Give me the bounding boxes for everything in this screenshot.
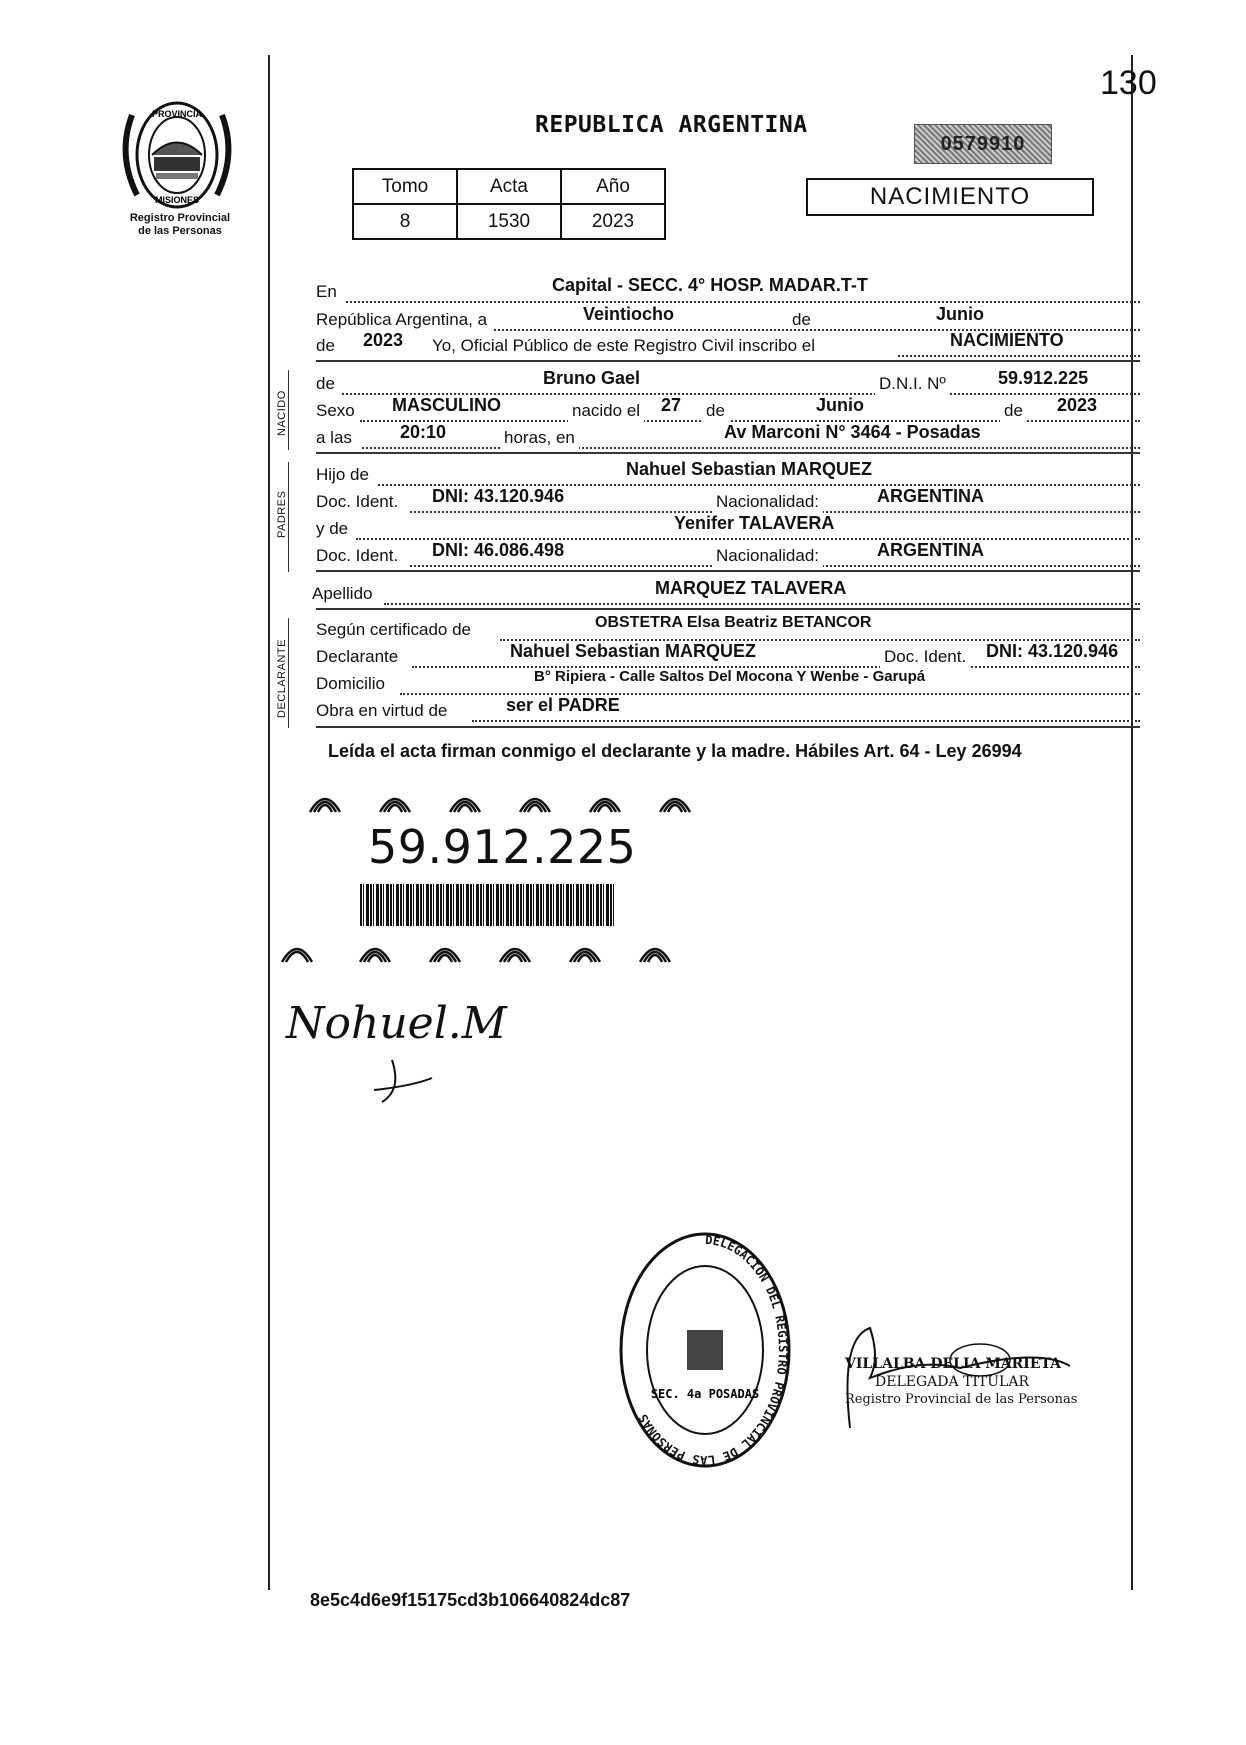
section-divider [316,608,1140,610]
hijo-label: Hijo de [316,465,369,484]
section-divider [316,726,1140,728]
birth-month: Junio [816,395,864,415]
birth-day: 27 [661,395,682,415]
dotted-line [362,447,1140,449]
section-label-declarante: DECLARANTE [276,639,288,718]
padres-bracket [288,462,293,572]
father-name: Nahuel Sebastian MARQUEZ [626,459,873,479]
tomo-value: 8 [353,204,457,239]
dotted-line [384,603,1140,605]
anio-value: 2023 [561,204,665,239]
de-label: de [316,374,335,393]
child-dni: 59.912.225 [998,368,1089,388]
security-pattern-top [280,782,720,816]
document-hash: 8e5c4d6e9f15175cd3b106640824dc87 [310,1590,631,1610]
dotted-line [346,301,1140,303]
section-divider [316,452,1140,454]
birth-time: 20:10 [400,422,447,442]
nacido-label: nacido el [568,401,644,427]
republica-label: República Argentina, a [316,310,488,329]
event-value: NACIMIENTO [950,330,1064,350]
birth-year: 2023 [1057,395,1098,415]
country-title: REPUBLICA ARGENTINA [535,112,808,138]
declarant-name: Nahuel Sebastian MARQUEZ [510,641,757,661]
address-value: B° Ripiera - Calle Saltos Del Mocona Y Wenbe - Garupá [534,668,926,685]
registry-table [352,168,666,240]
right-margin-line [1131,55,1133,1590]
signature-text: Nohuel.M [286,998,507,1049]
acta-value: 1530 [457,204,561,239]
certificado-label: Según certificado de [316,620,471,639]
dni-label: D.N.I. Nº [875,374,950,400]
year-value: 2023 [363,330,404,350]
dotted-line [898,355,1140,357]
serial-stamp: 0579910 [914,124,1052,164]
security-pattern-bottom [280,930,720,966]
de-label: de [1000,401,1027,427]
declarante-bracket [288,618,293,728]
logo-caption-line1: Registro Provincial [129,212,231,224]
dotted-line [472,720,1140,722]
sexo-label: Sexo [316,401,355,420]
certificate-issuer: OBSTETRA Elsa Beatriz BETANCOR [595,614,872,631]
section-divider [316,360,1140,362]
record-type-box: NACIMIENTO [806,178,1094,216]
child-name: Bruno Gael [543,368,641,388]
nacido-bracket [288,370,293,450]
stamp-ring-text: DELEGACION DEL REGISTRO PROVINCIAL DE LAS PERSONAS [635,1232,790,1468]
obra-label: Obra en virtud de [316,701,448,720]
month-value: Junio [936,304,984,324]
father-nationality: ARGENTINA [877,486,984,506]
logo-caption-line2: de las Personas [138,225,222,237]
acta-header: Acta [457,169,561,204]
y-de-label: y de [316,519,349,538]
de-label: de [316,336,335,355]
father-doc: DNI: 43.120.946 [432,486,565,506]
de-label: de [702,401,729,427]
section-label-padres: PADRES [276,490,288,538]
nacionalidad-label: Nacionalidad: [712,546,823,572]
page-number: 130 [1100,64,1157,102]
nacionalidad-label: Nacionalidad: [712,492,823,518]
place-of-record: Capital - SECC. 4° HOSP. MADAR.T-T [552,275,868,295]
birth-place: Av Marconi N° 3464 - Posadas [724,422,981,442]
anio-header: Año [561,169,665,204]
misiones-coat-of-arms-logo [112,95,242,215]
en-label: En [316,282,337,301]
tomo-header: Tomo [353,169,457,204]
horas-label: horas, en [500,428,579,454]
day-value: Veintiocho [583,304,675,324]
de-label: de [792,310,811,329]
doc-label: Doc. Ident. [880,647,970,673]
official-title: DELEGADA TITULAR [875,1374,1029,1390]
closing-statement: Leída el acta firman conmigo el declarante y la madre. Hábiles Art. 64 - Ley 26994 [328,741,1022,761]
doc-label: Doc. Ident. [316,492,399,511]
mother-nationality: ARGENTINA [877,540,984,560]
official-office: Registro Provincial de las Personas [845,1392,1078,1407]
doc-label: Doc. Ident. [316,546,399,565]
official-oval-stamp [615,1230,795,1470]
a-las-label: a las [316,428,352,447]
declarante-label: Declarante [316,647,399,666]
sexo-value: MASCULINO [392,395,501,415]
section-label-nacido: NACIDO [276,390,288,436]
official-signature-block [845,1355,1077,1409]
declarant-signature [282,990,507,1120]
logo-caption [100,212,260,238]
logo-ring-top: PROVINCIA [151,109,203,119]
official-name: VILLALBA DELIA MARIETA [845,1356,1062,1372]
declarant-doc: DNI: 43.120.946 [986,641,1119,661]
obra-value: ser el PADRE [506,695,620,715]
section-divider [316,570,1140,572]
mother-name: Yenifer TALAVERA [674,513,835,533]
surname-value: MARQUEZ TALAVERA [655,578,847,598]
logo-ring-bottom: MISIONES [154,195,200,205]
oficial-text: Yo, Oficial Público de este Registro Civil inscribo el [432,336,815,355]
left-margin-line [268,55,270,1590]
dni-barcode [360,884,616,926]
dni-large-number: 59.912.225 [368,820,637,874]
mother-doc: DNI: 46.086.498 [432,540,565,560]
stamp-center-text: SEC. 4a POSADAS [650,1387,760,1401]
apellido-label: Apellido [312,584,373,603]
domicilio-label: Domicilio [316,674,385,693]
